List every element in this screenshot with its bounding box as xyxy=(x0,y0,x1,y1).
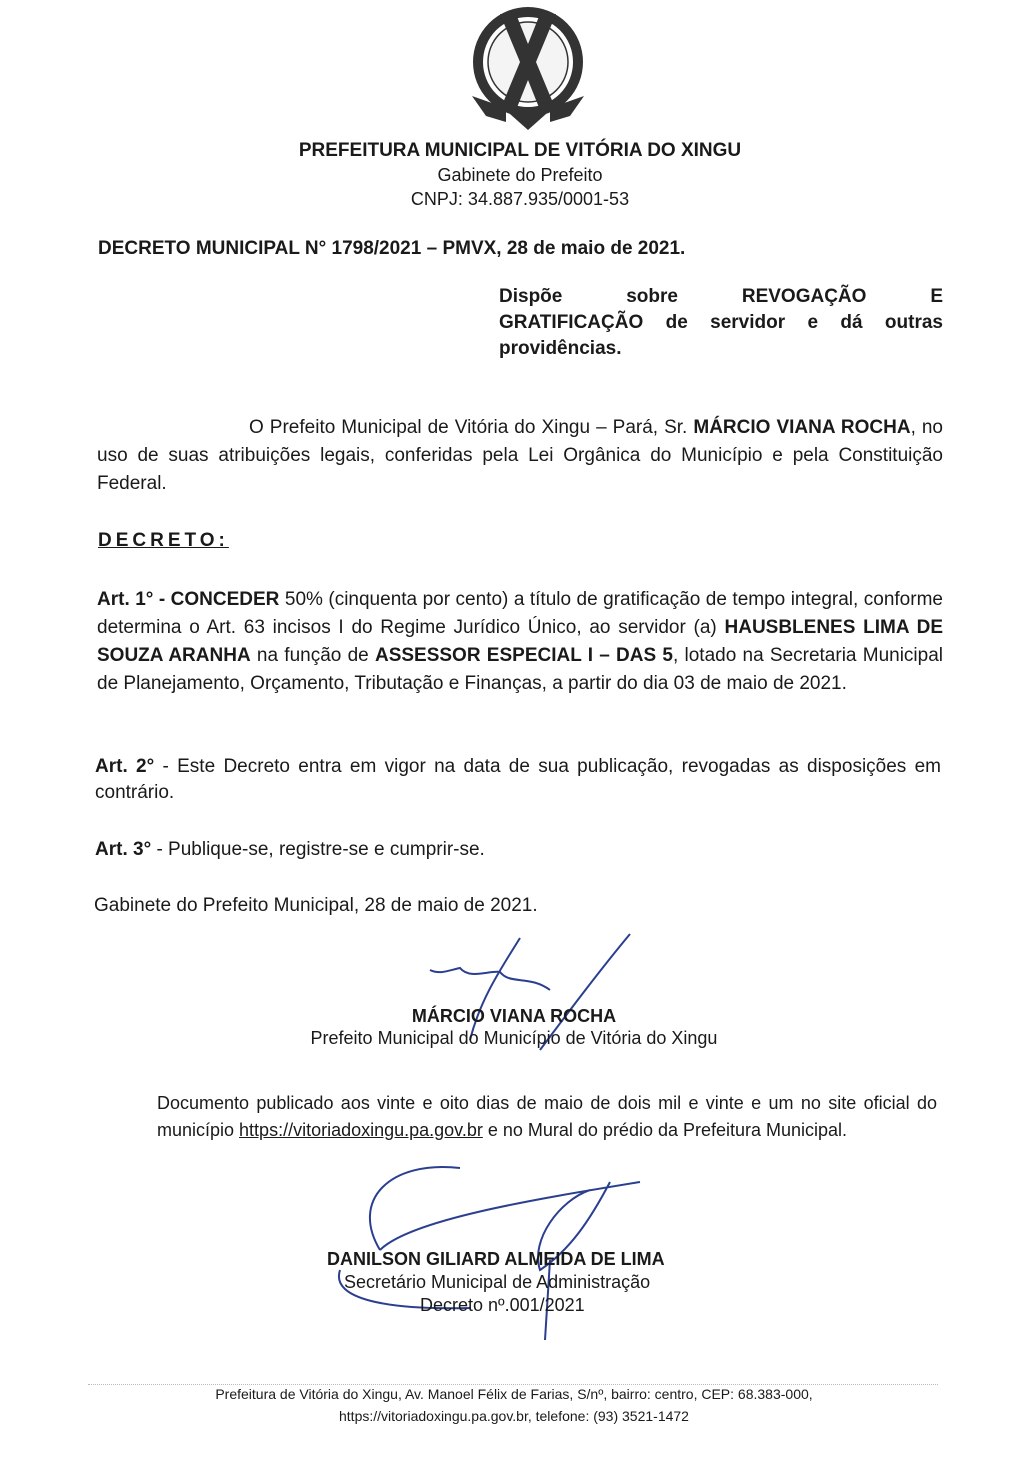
cnpj: CNPJ: 34.887.935/0001-53 xyxy=(410,189,630,209)
publication-notice: Documento publicado aos vinte e oito dias de maio de dois mil e vinte e um no site oficial do município https://vitoriadoxingu.pa.gov.br e no Mural do prédio da Prefeitura Municipal. xyxy=(157,1093,937,1140)
mayor-role: Prefeito Municipal do Município de Vitória do Xingu xyxy=(310,1028,718,1048)
footer-address: Prefeitura de Vitória do Xingu, Av. Manoel Félix de Farias, S/nº, bairro: centro, CEP: 68.383-000, xyxy=(215,1386,813,1402)
secretary-decree-ref: Decreto nº.001/2021 xyxy=(420,1295,585,1315)
secretary-name: DANILSON GILIARD ALMEIDA DE LIMA xyxy=(327,1249,665,1269)
footer-divider xyxy=(88,1384,938,1385)
article-3: Art. 3° - Publique-se, registre-se e cumprir-se. xyxy=(95,839,485,860)
secretary-role: Secretário Municipal de Administração xyxy=(344,1272,651,1292)
decree-title: DECRETO MUNICIPAL N° 1798/2021 – PMVX, 28 de maio de 2021. xyxy=(98,238,686,259)
decree-summary: Dispõe sobre REVOGAÇÃO E GRATIFICAÇÃO de servidor e dá outras providências. xyxy=(499,286,943,359)
office-name: Gabinete do Prefeito xyxy=(437,165,603,185)
official-site-link[interactable]: https://vitoriadoxingu.pa.gov.br xyxy=(239,1120,483,1140)
article-1: Art. 1° - CONCEDER 50% (cinquenta por cento) a título de gratificação de tempo integral, conforme determina o Art. 63 incisos I do Regime Jurídico Único, ao servidor (a) HAUSBLENES LIMA DE SOUZA ARANHA na função de ASSESSOR ESPECIAL I – DAS 5, lotado na Secretaria Municipal de Planejamento, Orçamento, Tributação e Finanças, a partir do dia 03 de maio de 2021. xyxy=(97,589,943,694)
decreto-heading: DECRETO: xyxy=(98,530,229,551)
closing-line: Gabinete do Prefeito Municipal, 28 de maio de 2021. xyxy=(94,895,538,916)
preamble: O Prefeito Municipal de Vitória do Xingu – Pará, Sr. MÁRCIO VIANA ROCHA, no uso de suas atribuições legais, conferidas pela Lei Orgânica do Município e pela Constituição Federal. xyxy=(97,417,944,494)
mayor-name: MÁRCIO VIANA ROCHA xyxy=(411,1006,617,1026)
municipal-coat-of-arms-logo xyxy=(466,4,590,130)
article-2: Art. 2° - Este Decreto entra em vigor na data de sua publicação, revogadas as disposições em contrário. xyxy=(95,756,941,803)
footer-contact: https://vitoriadoxingu.pa.gov.br, telefone: (93) 3521-1472 xyxy=(339,1408,689,1424)
municipality-title: PREFEITURA MUNICIPAL DE VITÓRIA DO XINGU xyxy=(298,140,742,161)
